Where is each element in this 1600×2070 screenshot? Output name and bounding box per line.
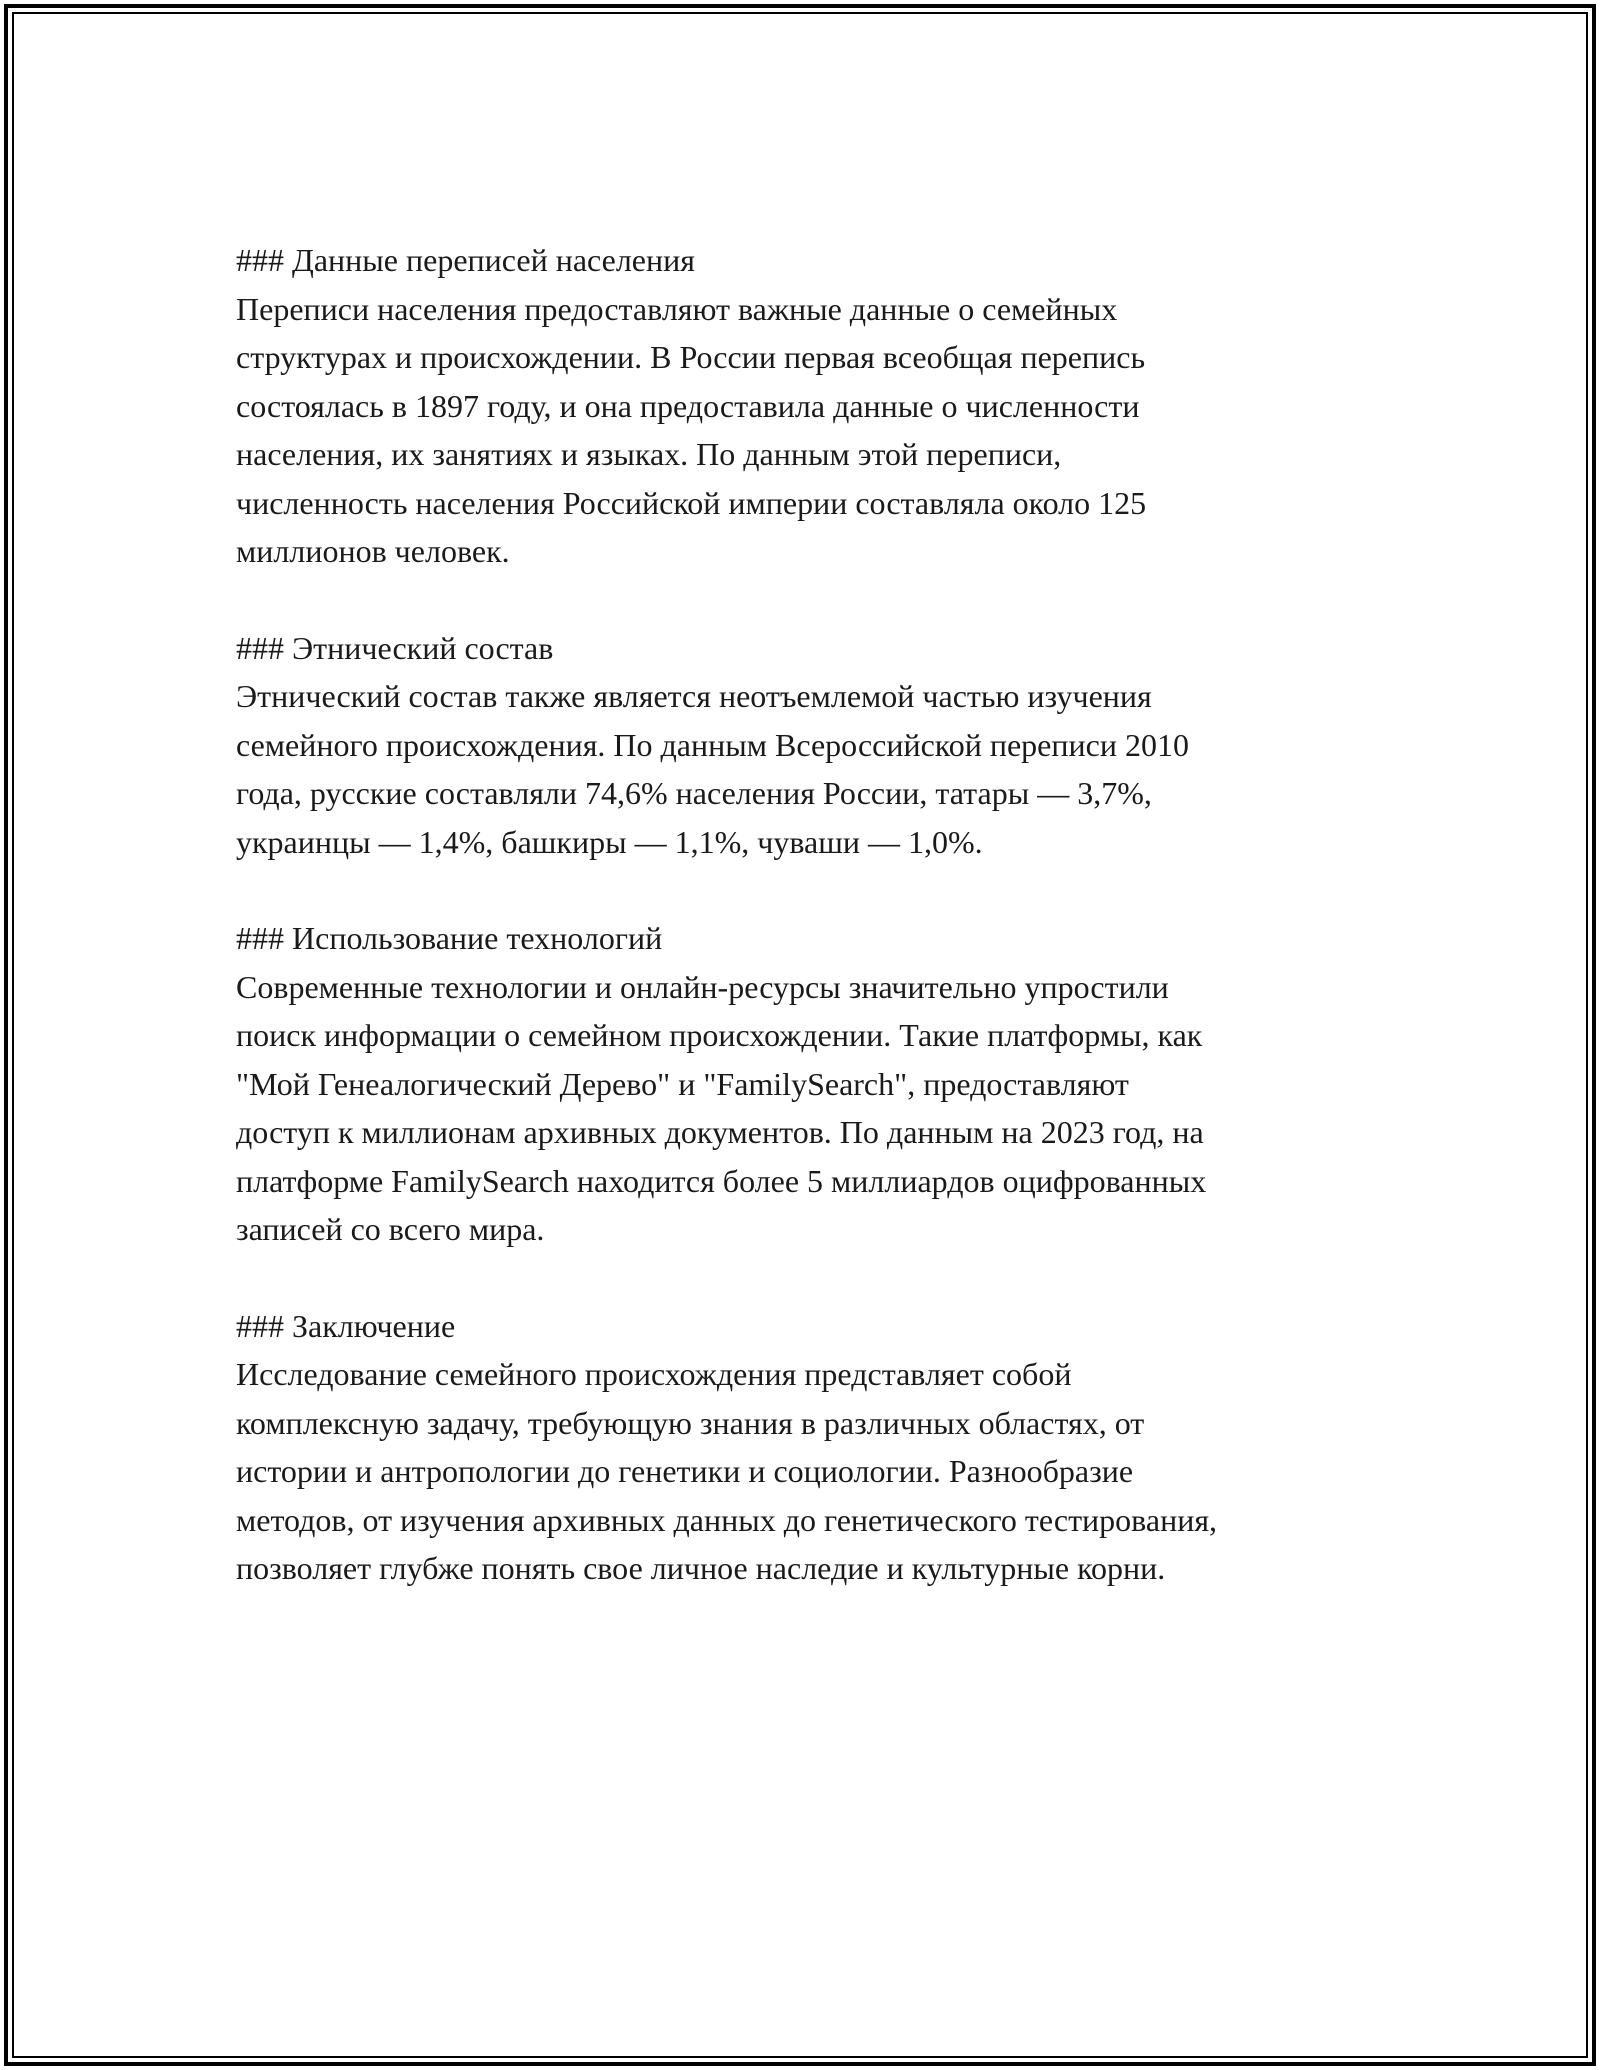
section-technology <box>236 914 1376 1254</box>
paragraph-line: населения, их занятиях и языках. По данным этой переписи, <box>236 436 1062 472</box>
paragraph-line: украинцы — 1,4%, башкиры — 1,1%, чуваши — 1,0%. <box>236 823 983 860</box>
paragraph-line: записей со всего мира. <box>236 1211 545 1247</box>
paragraph-line: Современные технологии и онлайн-ресурсы значительно упростили <box>236 968 1169 1005</box>
paragraph-line: методов, от изучения архивных данных до генетического тестирования, <box>236 1501 1218 1538</box>
paragraph-line: доступ к миллионам архивных документов. По данным на 2023 год, на <box>236 1114 1204 1150</box>
section-heading: ### Этнический состав <box>236 629 554 666</box>
paragraph-line: миллионов человек. <box>236 533 510 569</box>
paragraph-line: состоялась в 1897 году, и она предоставила данные о численности <box>236 387 1140 424</box>
paragraph-line: истории и антропологии до генетики и социологии. Разнообразие <box>236 1453 1134 1489</box>
paragraph-line: численность населения Российской империи составляла около 125 <box>236 484 1147 521</box>
section-heading: ### Данные переписей населения <box>236 242 695 278</box>
document-body <box>236 236 1376 1641</box>
paragraph-line: года, русские составляли 74,6% населения России, татары — 3,7%, <box>236 775 1152 811</box>
section-paragraph <box>236 963 1376 1254</box>
paragraph-line: "Мой Генеалогический Дерево" и "FamilySearch", предоставляют <box>236 1065 1129 1102</box>
section-heading: ### Заключение <box>236 1307 456 1344</box>
paragraph-line: платформе FamilySearch находится более 5 миллиардов оцифрованных <box>236 1162 1207 1199</box>
paragraph-line: комплексную задачу, требующую знания в различных областях, от <box>236 1404 1145 1441</box>
paragraph-line: Исследование семейного происхождения представляет собой <box>236 1356 1072 1392</box>
paragraph-line: Переписи населения предоставляют важные данные о семейных <box>236 290 1118 327</box>
paragraph-line: Этнический состав также является неотъемлемой частью изучения <box>236 678 1152 714</box>
paragraph-line: позволяет глубже понять свое личное наследие и культурные корни. <box>236 1550 1166 1586</box>
section-paragraph <box>236 1350 1376 1593</box>
paragraph-line: структурах и происхождении. В России первая всеобщая перепись <box>236 339 1146 375</box>
section-paragraph <box>236 285 1376 576</box>
section-census <box>236 236 1376 576</box>
paragraph-line: семейного происхождения. По данным Всероссийской переписи 2010 <box>236 726 1189 763</box>
section-ethnic <box>236 624 1376 867</box>
section-heading: ### Использование технологий <box>236 920 663 956</box>
section-conclusion <box>236 1302 1376 1593</box>
paragraph-line: поиск информации о семейном происхождении. Такие платформы, как <box>236 1017 1203 1053</box>
section-paragraph <box>236 672 1376 866</box>
